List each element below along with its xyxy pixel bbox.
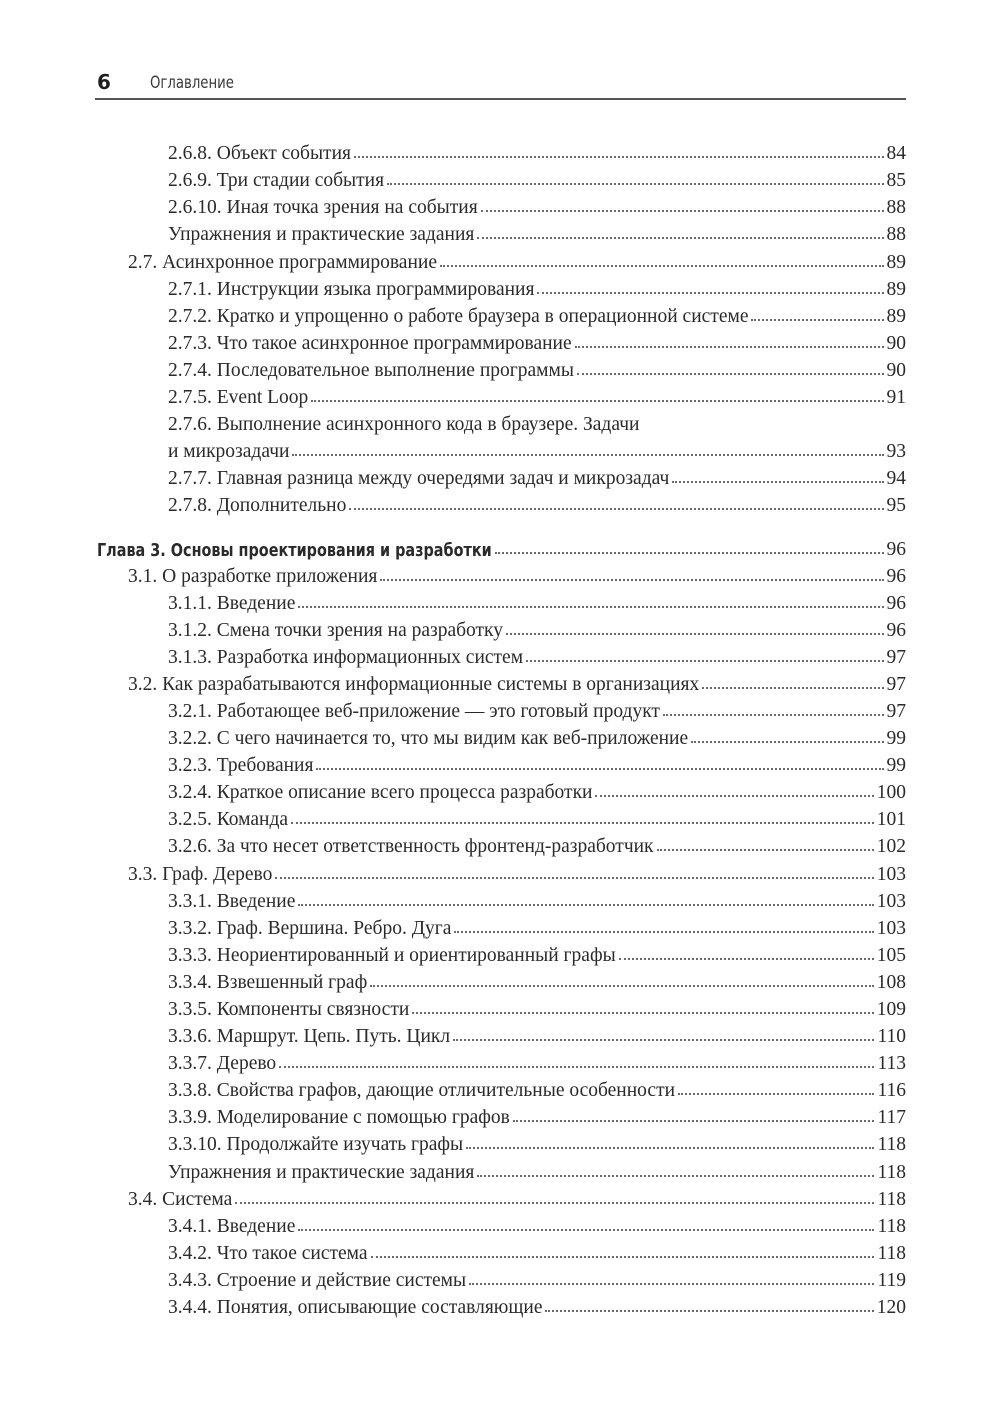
toc-subsection-entry <box>0 753 999 780</box>
toc-subsection-entry <box>0 385 999 412</box>
toc-leader-dots <box>453 1039 874 1041</box>
toc-leader-dots <box>279 1066 874 1068</box>
toc-leader-dots <box>466 1147 874 1149</box>
toc-page-number: 103 <box>876 918 906 939</box>
toc-leader-dots <box>380 579 883 581</box>
toc-leader-dots <box>702 687 883 689</box>
toc-entry-title: 3.2.1. Работающее веб-приложение — это готовый продукт <box>168 701 660 722</box>
toc-leader-dots <box>477 237 883 239</box>
toc-leader-dots <box>678 1093 874 1095</box>
toc-subsection-entry <box>0 1051 999 1078</box>
toc-entry-title: 3.3. Граф. Дерево <box>128 864 273 885</box>
toc-leader-dots <box>657 849 874 851</box>
toc-page-number: 96 <box>886 593 906 614</box>
toc-page-number: 96 <box>886 620 906 641</box>
toc-leader-dots <box>349 508 883 510</box>
toc-leader-dots <box>537 292 883 294</box>
toc-page-number: 90 <box>886 333 906 354</box>
toc-leader-dots <box>298 606 883 608</box>
toc-leader-dots <box>619 958 874 960</box>
toc-page-number: 118 <box>877 1216 906 1237</box>
toc-page-number: 119 <box>877 1270 906 1291</box>
toc-page-number: 118 <box>877 1189 906 1210</box>
toc-page-number: 105 <box>876 945 906 966</box>
toc-leader-dots <box>354 156 884 158</box>
toc-page-number: 97 <box>886 647 906 668</box>
toc-entry-title: 3.1.1. Введение <box>168 593 296 614</box>
toc-page-number: 118 <box>877 1162 906 1183</box>
toc-page-number: 108 <box>876 972 906 993</box>
toc-entry-title: 3.3.7. Дерево <box>168 1053 277 1074</box>
toc-subsection-entry <box>0 726 999 753</box>
toc-entry-title: 3.4.3. Строение и действие системы <box>168 1270 467 1291</box>
toc-page-number: 101 <box>876 809 906 830</box>
toc-entry-title: 2.7.1. Инструкции языка программирования <box>168 279 535 300</box>
toc-subsection-entry <box>0 412 999 439</box>
toc-subsection-entry <box>0 168 999 195</box>
toc-page-number: 99 <box>886 755 906 776</box>
toc-entry-title: 2.7.6. Выполнение асинхронного кода в браузере. Задачи <box>168 414 640 435</box>
toc-page-number: 94 <box>886 468 906 489</box>
toc-leader-dots <box>481 210 884 212</box>
page-number: 6 <box>97 70 111 94</box>
toc-leader-dots <box>316 768 883 770</box>
toc-page-number: 110 <box>877 1026 906 1047</box>
toc-subsection-entry <box>0 889 999 916</box>
toc-leader-dots <box>691 741 883 743</box>
toc-entry-title: 3.4. Система <box>128 1189 233 1210</box>
toc-leader-dots <box>235 1202 874 1204</box>
toc-entry-title: 2.7.2. Кратко и упрощенно о работе браузера в операционной системе <box>168 306 749 327</box>
toc-leader-dots <box>440 265 884 267</box>
toc-entry-title: 3.3.10. Продолжайте изучать графы <box>168 1134 464 1155</box>
toc-leader-dots <box>663 714 884 716</box>
toc-subsection-entry <box>0 141 999 168</box>
toc-leader-dots <box>469 1283 874 1285</box>
toc-entry-title: 3.3.3. Неориентированный и ориентированный графы <box>168 945 616 966</box>
toc-leader-dots <box>275 877 873 879</box>
toc-section-entry <box>0 1187 999 1214</box>
toc-entry-title: и микрозадачи <box>168 441 290 462</box>
toc-page-number: 100 <box>876 782 906 803</box>
toc-subsection-entry <box>0 1295 999 1322</box>
toc-page-number: 84 <box>886 143 906 164</box>
toc-subsection-entry <box>0 1241 999 1268</box>
toc-entry-title: 3.4.2. Что такое система <box>168 1243 368 1264</box>
toc-leader-dots <box>513 1120 875 1122</box>
toc-page-number: 97 <box>886 674 906 695</box>
toc-subsection-entry <box>0 1214 999 1241</box>
toc-subsection-entry <box>0 1105 999 1132</box>
toc-leader-dots <box>577 373 884 375</box>
toc-leader-dots <box>412 1012 873 1014</box>
toc-subsection-entry <box>0 277 999 304</box>
toc-subsection-entry <box>0 807 999 834</box>
toc-subsection-entry <box>0 331 999 358</box>
toc-entry-title: 3.2.3. Требования <box>168 755 314 776</box>
toc-leader-dots <box>477 1175 874 1177</box>
toc-leader-dots <box>454 931 873 933</box>
toc-subsection-entry <box>0 1078 999 1105</box>
toc-page-number: 88 <box>886 224 906 245</box>
toc-leader-dots <box>298 1229 874 1231</box>
toc-page-number: 118 <box>877 1243 906 1264</box>
toc-subsection-entry <box>0 970 999 997</box>
toc-entry-title: 2.7.3. Что такое асинхронное программирование <box>168 333 572 354</box>
toc-entry-title: 3.2.2. С чего начинается то, что мы видим как веб-приложение <box>168 728 689 749</box>
toc-entry-title: Упражнения и практические задания <box>168 224 475 245</box>
toc-page-number: 91 <box>886 387 906 408</box>
toc-section-entry <box>0 250 999 277</box>
toc-subsection-entry <box>0 780 999 807</box>
toc-page-number: 102 <box>876 836 906 857</box>
toc-entry-title: 3.3.4. Взвешенный граф <box>168 972 368 993</box>
toc-entry-title: 2.6.10. Иная точка зрения на события <box>168 197 478 218</box>
toc-leader-dots <box>495 552 884 554</box>
toc-subsection-entry <box>0 997 999 1024</box>
toc-entry-title: 2.7. Асинхронное программирование <box>128 252 437 273</box>
toc-page-number: 103 <box>876 864 906 885</box>
toc-leader-dots <box>370 985 874 987</box>
toc-leader-dots <box>545 1310 873 1312</box>
toc-leader-dots <box>371 1256 875 1258</box>
toc-entry-title: 3.3.9. Моделирование с помощью графов <box>168 1107 510 1128</box>
toc-page-number: 90 <box>886 360 906 381</box>
toc-subsection-entry <box>0 195 999 222</box>
toc-page-number: 97 <box>886 701 906 722</box>
toc-page-number: 99 <box>886 728 906 749</box>
toc-page-number: 85 <box>886 170 906 191</box>
toc-subsection-entry <box>0 304 999 331</box>
toc-entry-title: 2.7.7. Главная разница между очередями задач и микрозадач <box>168 468 670 489</box>
toc-page-number: 95 <box>886 495 906 516</box>
toc-subsection-entry <box>0 222 999 249</box>
toc-entry-title: 2.6.8. Объект события <box>168 143 351 164</box>
toc-subsection-entry <box>0 358 999 385</box>
toc-entry-title: 3.2. Как разрабатываются информационные системы в организациях <box>128 674 700 695</box>
toc-entry-title: 3.3.6. Маршрут. Цепь. Путь. Цикл <box>168 1026 451 1047</box>
toc-entry-title: 3.1. О разработке приложения <box>128 566 378 587</box>
toc-leader-dots <box>311 400 883 402</box>
toc-entry-title: 3.2.5. Команда <box>168 809 289 830</box>
toc-subsection-entry <box>0 1268 999 1295</box>
toc-leader-dots <box>751 319 883 321</box>
toc-subsection-entry <box>0 1132 999 1159</box>
toc-subsection-entry <box>0 618 999 645</box>
toc-entry-title: 3.3.1. Введение <box>168 891 296 912</box>
toc-subsection-entry <box>0 834 999 861</box>
toc-entry-title: 3.3.8. Свойства графов, дающие отличительные особенности <box>168 1080 676 1101</box>
toc-page-number: 96 <box>886 566 906 587</box>
toc-entry-title: 3.3.5. Компоненты связности <box>168 999 410 1020</box>
toc-subsection-entry <box>0 699 999 726</box>
toc-leader-dots <box>387 183 883 185</box>
toc-leader-dots <box>672 481 883 483</box>
toc-entry-title: 2.7.8. Дополнительно <box>168 495 347 516</box>
toc-entry-title: 3.1.2. Смена точки зрения на разработку <box>168 620 504 641</box>
toc-page-number: 113 <box>877 1053 906 1074</box>
toc-page-number: 96 <box>886 539 906 560</box>
toc-entry-title: 2.7.5. Event Loop <box>168 387 309 408</box>
toc-section-entry <box>0 862 999 889</box>
toc-entry-title: 3.2.6. За что несет ответственность фронтенд-разработчик <box>168 836 654 857</box>
toc-entry-title: 2.6.9. Три стадии события <box>168 170 385 191</box>
toc-page-number: 89 <box>886 306 906 327</box>
toc-subsection-entry <box>0 466 999 493</box>
toc-leader-dots <box>298 904 873 906</box>
toc-subsection-entry <box>0 645 999 672</box>
toc-leader-dots <box>526 660 883 662</box>
toc-entry-title: 3.1.3. Разработка информационных систем <box>168 647 524 668</box>
toc-subsection-entry <box>0 591 999 618</box>
toc-page-number: 89 <box>886 279 906 300</box>
toc-subsection-entry <box>0 1024 999 1051</box>
toc-section-entry <box>0 672 999 699</box>
toc-section-entry <box>0 564 999 591</box>
running-title: Оглавление <box>150 73 234 93</box>
toc-subsection-entry <box>0 439 999 466</box>
toc-page-number: 120 <box>876 1297 906 1318</box>
toc-chapter-entry <box>0 537 999 564</box>
toc-page-number: 89 <box>886 252 906 273</box>
toc-entry-title: Упражнения и практические задания <box>168 1162 475 1183</box>
toc-entry-title: Глава 3. Основы проектирования и разработки <box>97 540 492 561</box>
toc-page-number: 88 <box>886 197 906 218</box>
toc-page-number: 93 <box>886 441 906 462</box>
toc-page-number: 118 <box>877 1134 906 1155</box>
toc-subsection-entry <box>0 916 999 943</box>
toc-entry-title: 3.4.4. Понятия, описывающие составляющие <box>168 1297 543 1318</box>
toc-leader-dots <box>292 454 883 456</box>
toc-page-number: 117 <box>877 1107 906 1128</box>
toc-entry-title: 2.7.4. Последовательное выполнение программы <box>168 360 574 381</box>
toc-page-number: 116 <box>877 1080 906 1101</box>
toc-page-number: 103 <box>876 891 906 912</box>
toc-entry-title: 3.3.2. Граф. Вершина. Ребро. Дуга <box>168 918 452 939</box>
toc-entry-title: 3.2.4. Краткое описание всего процесса разработки <box>168 782 593 803</box>
toc-subsection-entry <box>0 943 999 970</box>
toc-page-number: 109 <box>876 999 906 1020</box>
toc-subsection-entry <box>0 1160 999 1187</box>
toc-leader-dots <box>575 346 884 348</box>
toc-subsection-entry <box>0 493 999 520</box>
toc-leader-dots <box>291 822 874 824</box>
toc-leader-dots <box>595 795 873 797</box>
toc-entry-title: 3.4.1. Введение <box>168 1216 296 1237</box>
toc-leader-dots <box>506 633 883 635</box>
